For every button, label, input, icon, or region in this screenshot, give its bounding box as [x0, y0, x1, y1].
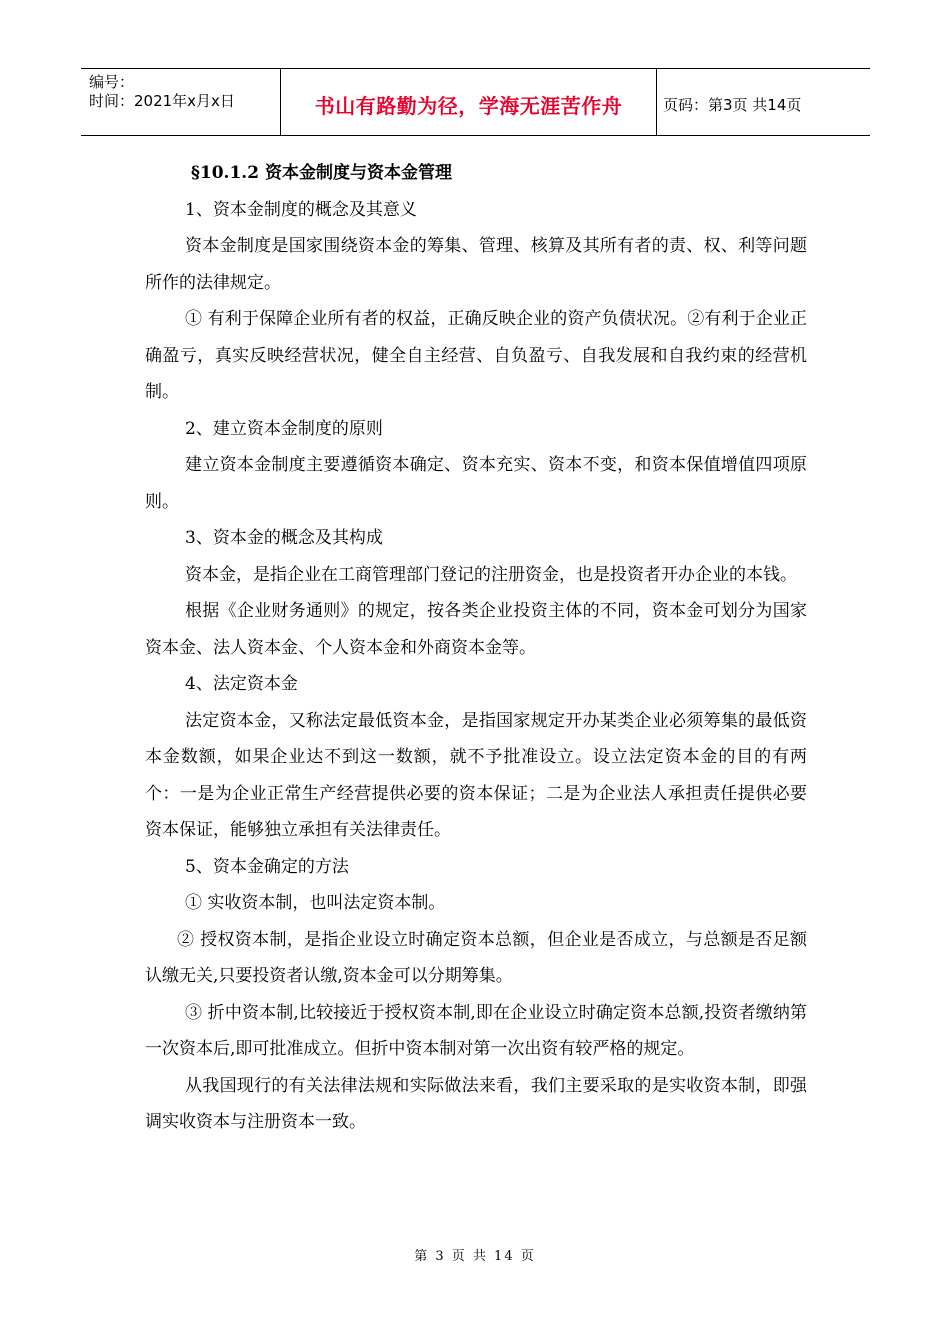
- paragraph-4: 资本金，是指企业在工商管理部门登记的注册资金，也是投资者开办企业的本钱。: [185, 564, 797, 585]
- paragraph-2: ① 有利于保障企业所有者的权益，正确反映企业的资产负债状况。②有利于企业正确盈亏，真实反映经营状况，健全自主经营、自负盈亏、自我发展和自我约束的经营机制。: [145, 309, 807, 402]
- document-header: [81, 68, 870, 136]
- document-body: [145, 155, 807, 1141]
- heading-3: 3、资本金的概念及其构成: [185, 528, 383, 548]
- paragraph-8: ② 授权资本制，是指企业设立时确定资本总额，但企业是否成立，与总额是否足额认缴无关,只要投资者认缴,资本金可以分期筹集。: [145, 929, 807, 986]
- heading-5: 5、资本金确定的方法: [185, 856, 349, 877]
- header-meta-cell: [81, 69, 281, 135]
- paragraph-6: 法定资本金，又称法定最低资本金，是指国家规定开办某类企业必须筹集的最低资本金数额，如果企业达不到这一数额，就不予批准设立。设立法定资本金的目的有两个：一是为企业正常生产经营提供必要的资本保证；二是为企业法人承担责任提供必要资本保证，能够独立承担有关法律责任。: [145, 710, 807, 840]
- date-label: 时间：2021年x月x日: [89, 92, 235, 110]
- paragraph-7: ① 实收资本制，也叫法定资本制。: [185, 893, 446, 913]
- header-motto-cell: [281, 69, 657, 135]
- footer-page-number: 第 3 页 共 14 页: [414, 1249, 536, 1264]
- page-footer: [0, 1245, 950, 1264]
- paragraph-9: ③ 折中资本制,比较接近于授权资本制,即在企业设立时确定资本总额,投资者缴纳第一次资本后,即可批准成立。但折中资本制对第一次出资有较严格的规定。: [145, 1002, 807, 1059]
- section-title: §10.1.2 资本金制度与资本金管理: [191, 163, 452, 183]
- heading-2: 2、建立资本金制度的原则: [185, 418, 383, 439]
- page-info: 页码：第3页 共14页: [663, 95, 802, 114]
- paragraph-10: 从我国现行的有关法律法规和实际做法来看，我们主要采取的是实收资本制，即强调实收资本与注册资本一致。: [145, 1075, 807, 1132]
- paragraph-3: 建立资本金制度主要遵循资本确定、资本充实、资本不变，和资本保值增值四项原则。: [145, 455, 807, 512]
- heading-1: 1、资本金制度的概念及其意义: [185, 199, 417, 220]
- motto-text: 书山有路勤为径，学海无涯苦作舟: [314, 93, 623, 118]
- heading-4: 4、法定资本金: [185, 674, 298, 694]
- paragraph-5: 根据《企业财务通则》的规定，按各类企业投资主体的不同，资本金可划分为国家资本金、法人资本金、个人资本金和外商资本金等。: [145, 601, 807, 658]
- header-page-cell: [657, 69, 870, 135]
- paragraph-1: 资本金制度是国家围绕资本金的筹集、管理、核算及其所有者的责、权、利等问题所作的法律规定。: [145, 236, 807, 293]
- number-label: 编号：: [89, 73, 135, 91]
